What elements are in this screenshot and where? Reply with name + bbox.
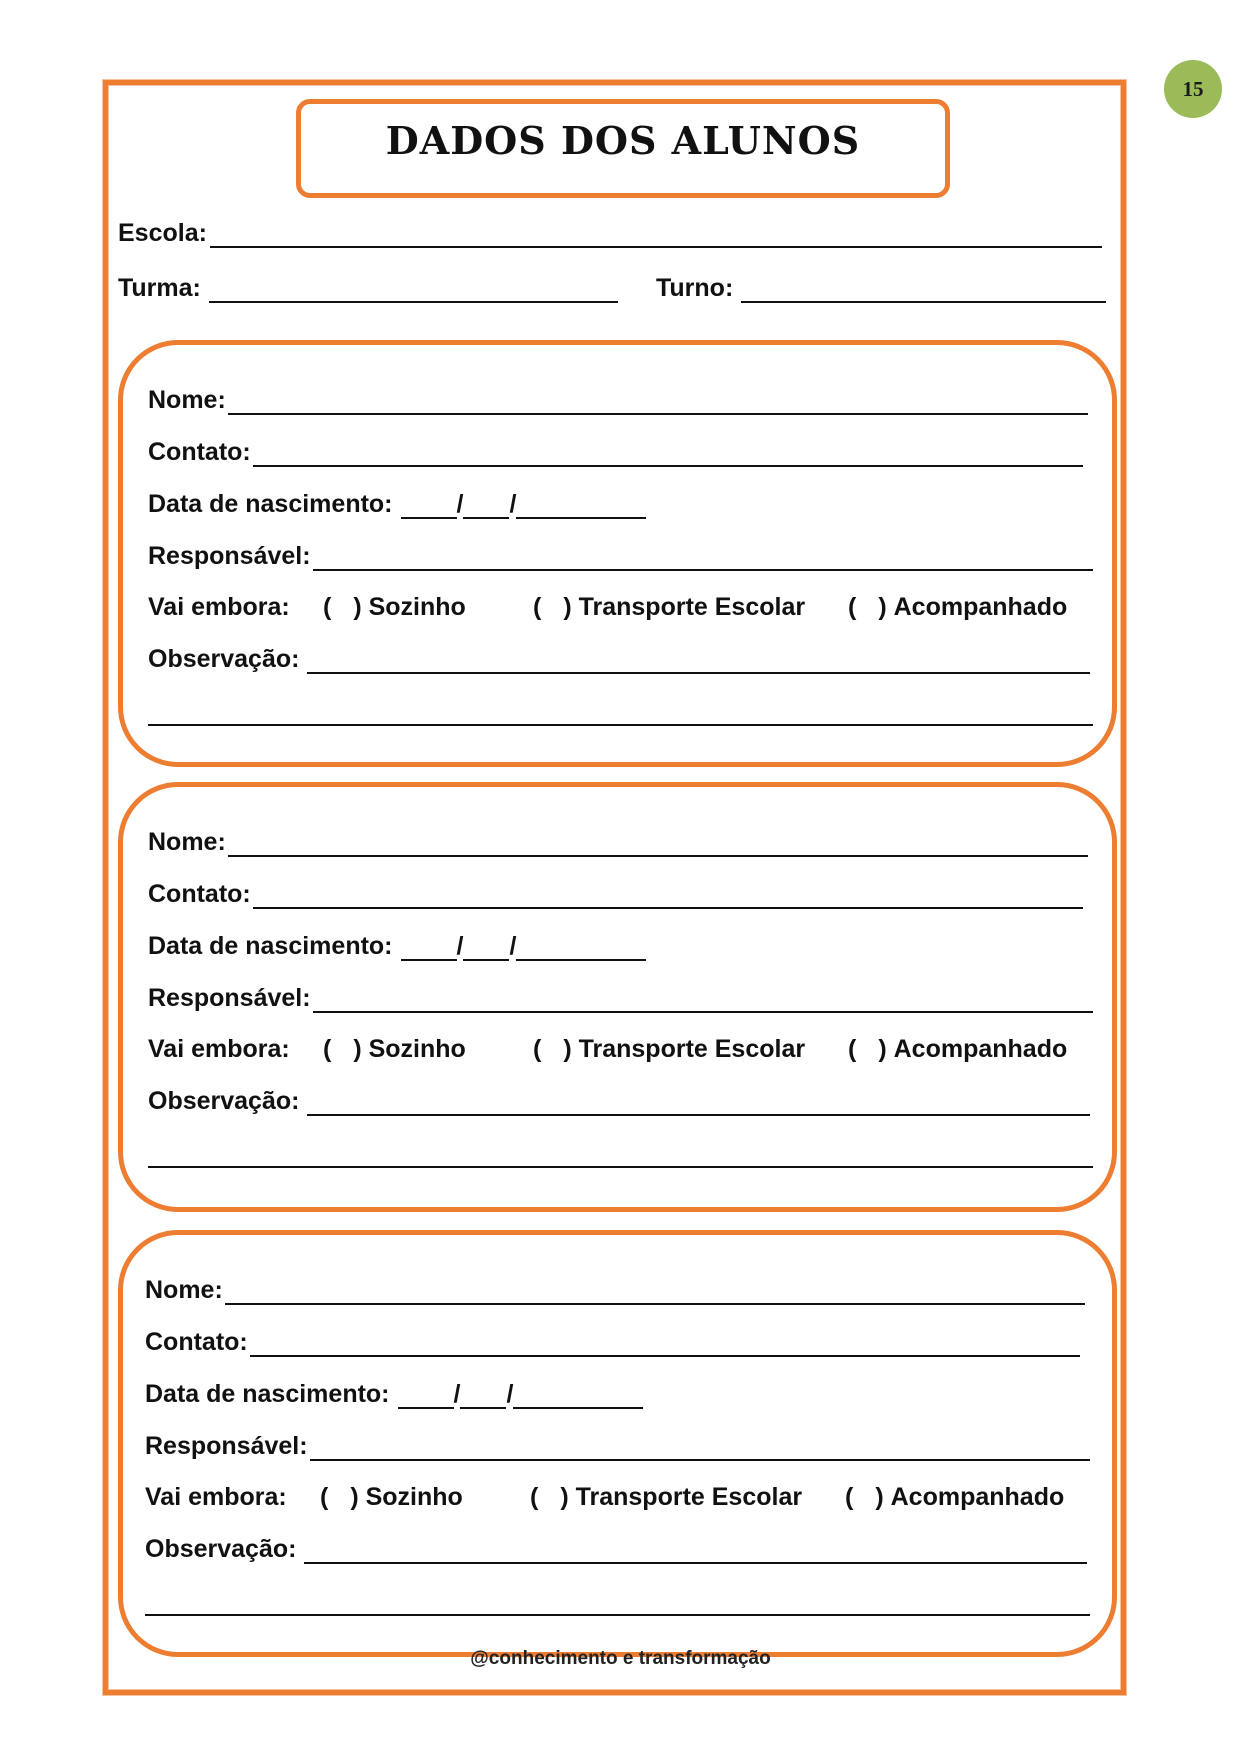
escola-label: Escola: bbox=[118, 219, 207, 247]
date-separator: / bbox=[509, 490, 517, 518]
vai-embora-label: Vai embora: bbox=[148, 1035, 290, 1063]
month-field[interactable] bbox=[460, 1385, 506, 1409]
observacao-row bbox=[148, 640, 1090, 674]
option-label: Sozinho bbox=[368, 593, 466, 621]
observacao-extra-row bbox=[148, 1134, 1093, 1168]
responsavel-row bbox=[148, 979, 1093, 1013]
option-acompanhado[interactable] bbox=[848, 593, 1067, 622]
contato-row bbox=[145, 1323, 1080, 1357]
observacao-field[interactable] bbox=[304, 1540, 1087, 1564]
checkbox-close: ) bbox=[875, 1483, 891, 1511]
turma-label: Turma: bbox=[118, 274, 201, 302]
checkbox-close: ) bbox=[353, 1035, 369, 1063]
responsavel-label: Responsável: bbox=[148, 984, 311, 1012]
date-separator: / bbox=[456, 932, 464, 960]
observacao-label: Observação: bbox=[148, 1087, 300, 1115]
nome-label: Nome: bbox=[148, 828, 226, 856]
student-card-1 bbox=[118, 340, 1117, 767]
observacao-row bbox=[145, 1530, 1087, 1564]
day-field[interactable] bbox=[401, 937, 457, 961]
vai-embora-label: Vai embora: bbox=[145, 1483, 287, 1511]
title-box bbox=[296, 99, 950, 198]
observacao-field-2[interactable] bbox=[148, 1144, 1093, 1168]
vai-embora-row bbox=[148, 1030, 1093, 1064]
option-transporte[interactable] bbox=[530, 1483, 845, 1512]
day-field[interactable] bbox=[401, 495, 457, 519]
escola-field[interactable] bbox=[210, 224, 1102, 248]
date-separator: / bbox=[506, 1380, 514, 1408]
year-field[interactable] bbox=[513, 1385, 643, 1409]
nome-row bbox=[148, 381, 1088, 415]
observacao-field[interactable] bbox=[307, 650, 1090, 674]
student-card-2 bbox=[118, 782, 1117, 1212]
observacao-field-2[interactable] bbox=[145, 1592, 1090, 1616]
nascimento-label: Data de nascimento: bbox=[148, 490, 393, 518]
nome-field[interactable] bbox=[225, 1281, 1085, 1305]
footer-text: @conhecimento e transformação bbox=[470, 1648, 771, 1669]
option-sozinho[interactable] bbox=[323, 1035, 533, 1064]
observacao-label: Observação: bbox=[145, 1535, 297, 1563]
turma-line bbox=[118, 269, 618, 303]
contato-row bbox=[148, 875, 1083, 909]
checkbox-close: ) bbox=[878, 593, 894, 621]
month-field[interactable] bbox=[463, 937, 509, 961]
checkbox-close: ) bbox=[563, 1035, 579, 1063]
responsavel-field[interactable] bbox=[313, 989, 1093, 1013]
responsavel-field[interactable] bbox=[313, 547, 1093, 571]
turno-label: Turno: bbox=[656, 274, 734, 302]
footer-credit bbox=[0, 1648, 1241, 1670]
option-label: Transporte Escolar bbox=[578, 1035, 806, 1063]
nome-row bbox=[145, 1271, 1085, 1305]
checkbox-close: ) bbox=[563, 593, 579, 621]
checkbox-open: ( bbox=[533, 593, 542, 621]
checkbox-open: ( bbox=[530, 1483, 539, 1511]
option-sozinho[interactable] bbox=[320, 1483, 530, 1512]
escola-line bbox=[118, 214, 1102, 248]
contato-row bbox=[148, 433, 1083, 467]
checkbox-open: ( bbox=[320, 1483, 329, 1511]
observacao-row bbox=[148, 1082, 1090, 1116]
turma-field[interactable] bbox=[209, 279, 618, 303]
contato-label: Contato: bbox=[148, 438, 251, 466]
vai-embora-label: Vai embora: bbox=[148, 593, 290, 621]
year-field[interactable] bbox=[516, 937, 646, 961]
contato-field[interactable] bbox=[253, 443, 1083, 467]
checkbox-close: ) bbox=[353, 593, 369, 621]
option-label: Acompanhado bbox=[893, 593, 1068, 621]
nome-field[interactable] bbox=[228, 391, 1088, 415]
observacao-extra-row bbox=[148, 692, 1093, 726]
nascimento-label: Data de nascimento: bbox=[148, 932, 393, 960]
responsavel-row bbox=[148, 537, 1093, 571]
contato-label: Contato: bbox=[145, 1328, 248, 1356]
observacao-field[interactable] bbox=[307, 1092, 1090, 1116]
month-field[interactable] bbox=[463, 495, 509, 519]
date-separator: / bbox=[456, 490, 464, 518]
option-sozinho[interactable] bbox=[323, 593, 533, 622]
turno-line bbox=[656, 269, 1106, 303]
page-number: 15 bbox=[1182, 76, 1204, 101]
observacao-extra-row bbox=[145, 1582, 1090, 1616]
option-label: Transporte Escolar bbox=[578, 593, 806, 621]
nome-label: Nome: bbox=[145, 1276, 223, 1304]
option-label: Sozinho bbox=[365, 1483, 463, 1511]
option-acompanhado[interactable] bbox=[848, 1035, 1067, 1064]
date-separator: / bbox=[453, 1380, 461, 1408]
turno-field[interactable] bbox=[741, 279, 1106, 303]
vai-embora-row bbox=[145, 1478, 1090, 1512]
option-label: Acompanhado bbox=[893, 1035, 1068, 1063]
responsavel-label: Responsável: bbox=[145, 1432, 308, 1460]
option-label: Transporte Escolar bbox=[575, 1483, 803, 1511]
responsavel-field[interactable] bbox=[310, 1437, 1090, 1461]
nascimento-row bbox=[148, 485, 646, 519]
nascimento-row bbox=[148, 927, 646, 961]
nome-field[interactable] bbox=[228, 833, 1088, 857]
checkbox-open: ( bbox=[323, 593, 332, 621]
contato-field[interactable] bbox=[250, 1333, 1080, 1357]
observacao-label: Observação: bbox=[148, 645, 300, 673]
nascimento-label: Data de nascimento: bbox=[145, 1380, 390, 1408]
nome-row bbox=[148, 823, 1088, 857]
contato-field[interactable] bbox=[253, 885, 1083, 909]
checkbox-close: ) bbox=[350, 1483, 366, 1511]
vai-embora-row bbox=[148, 588, 1093, 622]
year-field[interactable] bbox=[516, 495, 646, 519]
nascimento-row bbox=[145, 1375, 643, 1409]
observacao-field-2[interactable] bbox=[148, 702, 1093, 726]
checkbox-open: ( bbox=[848, 593, 857, 621]
checkbox-open: ( bbox=[845, 1483, 854, 1511]
option-acompanhado[interactable] bbox=[845, 1483, 1064, 1512]
checkbox-close: ) bbox=[560, 1483, 576, 1511]
responsavel-label: Responsável: bbox=[148, 542, 311, 570]
option-label: Sozinho bbox=[368, 1035, 466, 1063]
option-transporte[interactable] bbox=[533, 1035, 848, 1064]
contato-label: Contato: bbox=[148, 880, 251, 908]
nome-label: Nome: bbox=[148, 386, 226, 414]
page-title: DADOS DOS ALUNOS bbox=[385, 118, 861, 163]
checkbox-close: ) bbox=[878, 1035, 894, 1063]
student-card-3 bbox=[118, 1230, 1117, 1657]
option-transporte[interactable] bbox=[533, 593, 848, 622]
checkbox-open: ( bbox=[323, 1035, 332, 1063]
checkbox-open: ( bbox=[848, 1035, 857, 1063]
responsavel-row bbox=[145, 1427, 1090, 1461]
checkbox-open: ( bbox=[533, 1035, 542, 1063]
day-field[interactable] bbox=[398, 1385, 454, 1409]
option-label: Acompanhado bbox=[890, 1483, 1065, 1511]
date-separator: / bbox=[509, 932, 517, 960]
page-number-badge bbox=[1164, 60, 1222, 118]
